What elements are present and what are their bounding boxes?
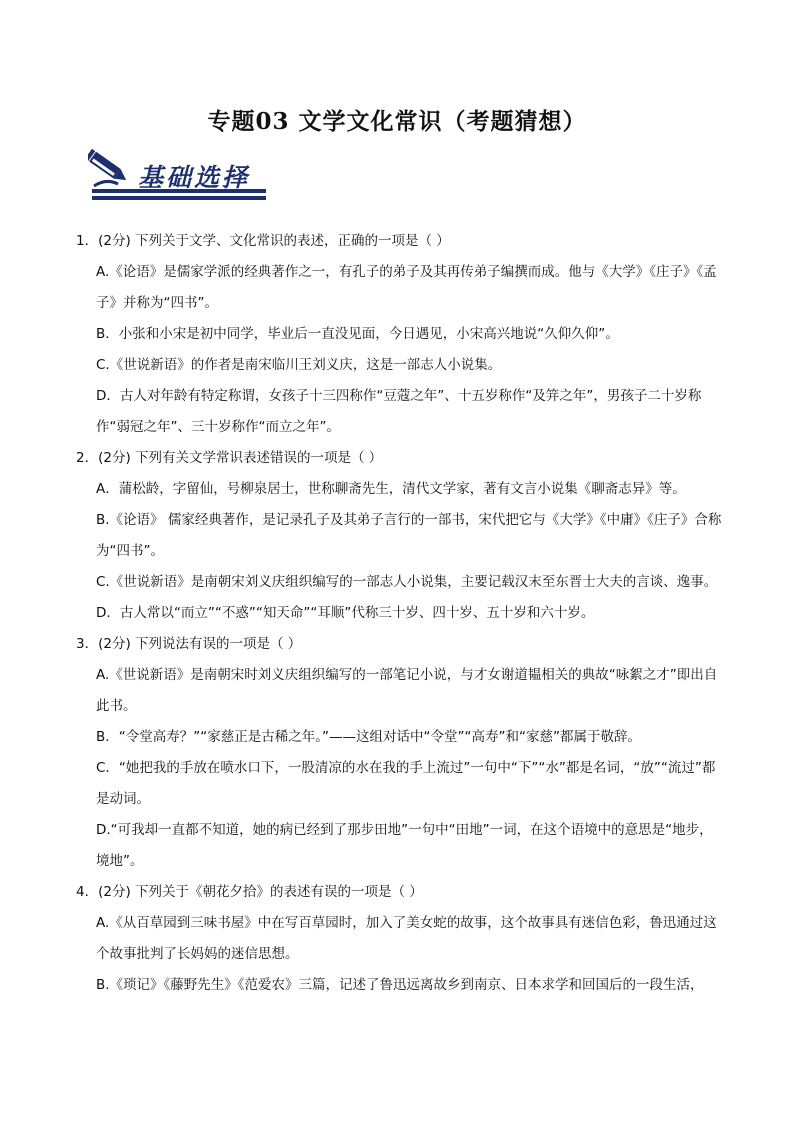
- question-item: [76, 443, 724, 629]
- section-label: 基础选择: [138, 163, 251, 192]
- option-c: C.《世说新语》的作者是南宋临川王刘义庆，这是一部志人小说集。: [96, 357, 502, 373]
- option-d: D．古人常以“而立”“不惑”“知天命”“耳顺”代称三十岁、四十岁、五十岁和六十岁。: [96, 605, 595, 621]
- page-title: 专题03 文学文化常识（考题猜想）: [207, 108, 587, 135]
- option-a: A.《论语》是儒家学派的经典著作之一，有孔子的弟子及其再传弟子编撰而成。他与《大学》《庄子》《孟子》并称为“四书”。: [96, 264, 717, 311]
- option-d: D.“可我却一直都不知道，她的病已经到了那步田地”一句中“田地”一词，在这个语境中的意思是“地步，境地”。: [96, 822, 713, 869]
- option-b: B．“令堂高寿？”“家慈正是古稀之年。”——这组对话中“令堂”“高寿”和“家慈”都属于敬辞。: [96, 729, 641, 745]
- option-d: D．古人对年龄有特定称谓，女孩子十三四称作“豆蔻之年”、十五岁称作“及笄之年”，男孩子二十岁称作“弱冠之年”、三十岁称作“而立之年”。: [96, 388, 702, 435]
- option-a: A.《从百草园到三味书屋》中在写百草园时，加入了美女蛇的故事，这个故事具有迷信色彩，鲁迅通过这个故事批判了长妈妈的迷信思想。: [96, 915, 717, 962]
- question-stem: 2．(2分) 下列有关文学常识表述错误的一项是（ ）: [76, 450, 383, 466]
- option-c: C.《世说新语》是南朝宋刘义庆组织编写的一部志人小说集，主要记载汉末至东晋士大夫的言谈、逸事。: [96, 574, 718, 590]
- option-a: A．蒲松龄，字留仙，号柳泉居士，世称聊斋先生，清代文学家，著有文言小说集《聊斋志异》等。: [96, 481, 686, 497]
- option-b: B.《论语》 儒家经典著作，是记录孔子及其弟子言行的一部书，宋代把它与《大学》《中庸》《庄子》合称为“四书”。: [96, 512, 722, 559]
- option-a: A.《世说新语》是南朝宋时刘义庆组织编写的一部笔记小说，与才女谢道韫相关的典故“咏絮之才”即出自此书。: [96, 667, 718, 714]
- question-stem: 3．(2分) 下列说法有误的一项是（ ）: [76, 636, 302, 652]
- question-item: [76, 877, 724, 1001]
- option-b: B．小张和小宋是初中同学，毕业后一直没见面，今日遇见，小宋高兴地说“久仰久仰”。: [96, 326, 619, 342]
- question-list: [76, 226, 724, 1001]
- section-banner: [88, 148, 270, 204]
- question-stem: 4．(2分) 下列关于《朝花夕拾》的表述有误的一项是（ ）: [76, 884, 423, 900]
- question-stem: 1．(2分) 下列关于文学、文化常识的表述，正确的一项是（ ）: [76, 233, 450, 249]
- question-item: [76, 226, 724, 443]
- option-c: C．“她把我的手放在喷水口下，一股清凉的水在我的手上流过”一句中“下”“水”都是名词，“放”“流过”都是动词。: [96, 760, 716, 807]
- question-item: [76, 629, 724, 877]
- option-b: B.《琐记》《藤野先生》《范爱农》三篇，记述了鲁迅远离故乡到南京、日本求学和回国后的一段生活，: [96, 977, 704, 993]
